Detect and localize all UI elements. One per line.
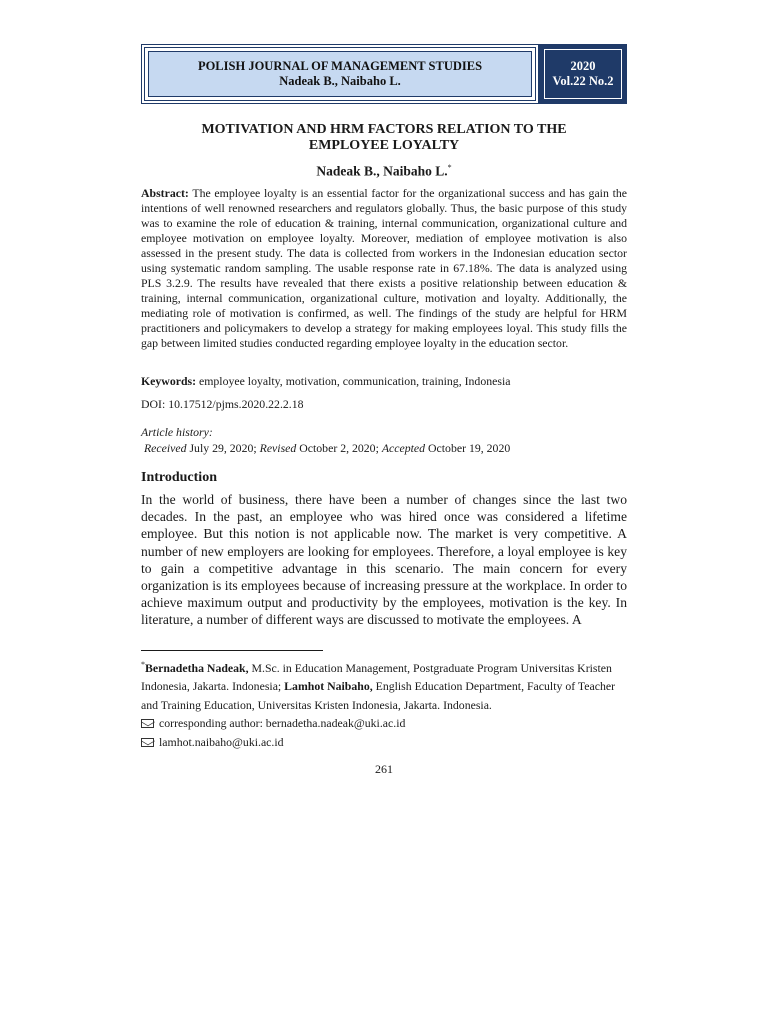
envelope-icon (141, 719, 154, 728)
journal-header (141, 44, 627, 104)
abstract-label: Abstract: (141, 186, 189, 200)
section-heading-introduction: Introduction (141, 470, 217, 485)
history-label: Article history: (141, 425, 213, 439)
revised-date: October 2, 2020; (299, 441, 379, 455)
email-corresponding[interactable]: corresponding author: bernadetha.nadeak@uki.ac.id (159, 716, 406, 731)
received-date: July 29, 2020; (189, 441, 257, 455)
journal-name: POLISH JOURNAL OF MANAGEMENT STUDIES (197, 59, 483, 73)
abstract-text: The employee loyalty is an essential factor for the organizational success and has gain the intentions of well renowned researchers and regulators globally. Thus, the basic purpose of this study was to examine the role of education & training, internal communication, organizational culture and employee motivation on employee loyalty. Moreover, mediation of employee motivation is also assessed in the present study. The data is collected from workers in the Indonesian education sector using systematic random sampling. The usable response rate in 67.18%. The data is analyzed using PLS 3.2.9. The results have revealed that there exists a positive relationship between education & training, internal communication, organizational culture, motivation and loyalty. Additionally, the mediating role of motivation is confirmed, as well. The findings of the study are helpful for HRM practitioners and policymakers to develop a strategy for making employees loyal. This study fills the gap between limited studies conducted regarding employee loyalty in the education sector. (141, 186, 627, 350)
article-authors: Nadeak B., Naibaho L.* (316, 163, 452, 179)
keywords (141, 374, 627, 389)
article-title: MOTIVATION AND HRM FACTORS RELATION TO THE EMPLOYEE LOYALTY (201, 122, 567, 153)
envelope-icon (141, 738, 154, 747)
introduction-paragraph: In the world of business, there have been a number of changes since the last two decades. In the past, an employee who was hired once was considered a lifetime employee. But this notion is not applicable now. The market is very competitive. A number of new employers are looking for employees. Therefore, a loyal employee is key to gain a competitive advantage in this scenario. The main concern for every organization is its employees because of increasing pressure at the workplace. In order to achieve maximum output and productivity by the employees, motivation is the key. In literature, a number of different ways are discussed to motivate the employees. A (141, 492, 627, 628)
page-number: 261 (375, 762, 393, 776)
email-secondary[interactable]: lamhot.naibaho@uki.ac.id (159, 734, 284, 749)
keywords-label: Keywords: (141, 374, 197, 388)
journal-volume: Vol.22 No.2 (552, 74, 614, 88)
article-history: Article history: Received July 29, 2020; Revised October 2, 2020; Accepted October 19, 2020 (141, 424, 627, 456)
author-footnote: *Bernadetha Nadeak, M.Sc. in Education Management, Postgraduate Program Universitas Kristen Indonesia, Jakarta. Indonesia; Lamhot Naibaho, English Education Department, Faculty of Teacher and Training Education, Universitas Kristen Indonesia, Jakarta. Indonesia. corresponding author: bernadetha.nadeak@uki.ac.id lamhot.naibaho@uki.ac.id (141, 656, 627, 751)
footnote-separator (141, 650, 323, 651)
journal-issue-box (539, 44, 627, 104)
keywords-text: employee loyalty, motivation, communication, training, Indonesia (199, 374, 511, 388)
abstract (141, 186, 627, 351)
accepted-date: October 19, 2020 (428, 441, 511, 455)
doi: DOI: 10.17512/pjms.2020.22.2.18 (141, 397, 304, 411)
running-authors: Nadeak B., Naibaho L. (279, 74, 401, 88)
journal-title-box (141, 44, 539, 104)
journal-year: 2020 (570, 59, 596, 73)
